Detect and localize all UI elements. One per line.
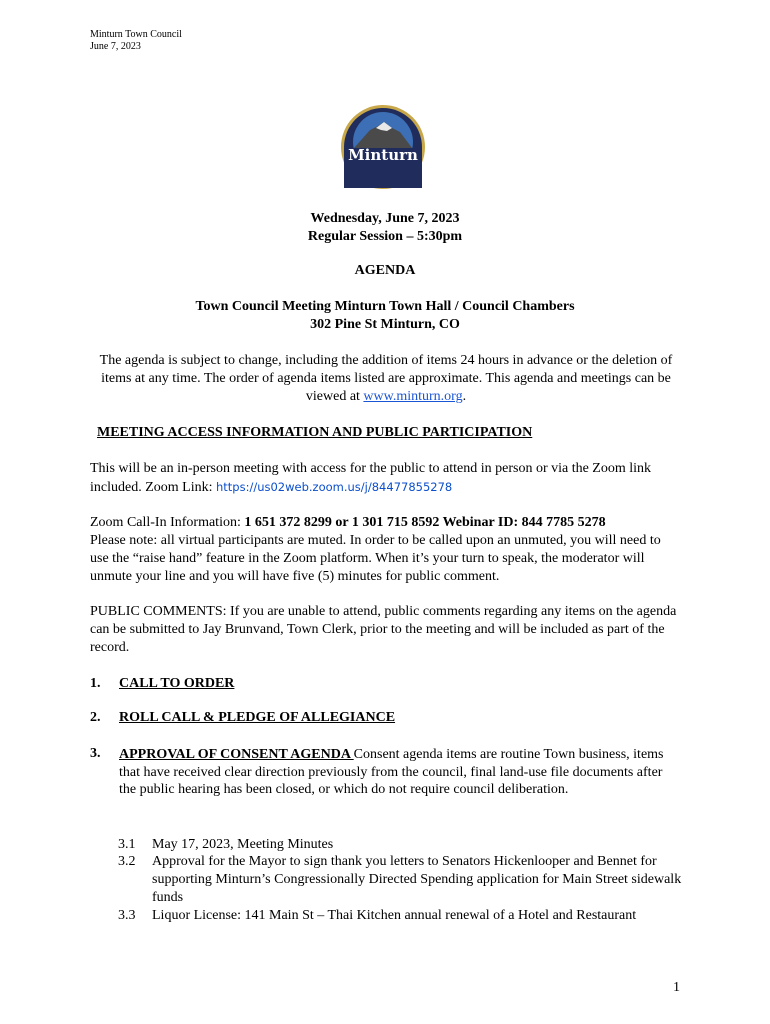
- item-description: Consent agenda items are routine Town business, items that have received clear direction previously from the council, final land-use file documents after the public hearing has been closed, or which do not require council deliberation.: [119, 747, 664, 797]
- venue-line-2: 302 Pine St Minturn, CO: [310, 317, 460, 332]
- access-heading: MEETING ACCESS INFORMATION AND PUBLIC PARTICIPATION: [97, 425, 533, 440]
- subitem-number: 3.3: [118, 908, 136, 923]
- subitem-text: Liquor License: 141 Main St – Thai Kitchen annual renewal of a Hotel and Restaurant: [152, 908, 637, 923]
- callin-paragraph: [90, 514, 682, 586]
- subitem-number: 3.2: [118, 854, 136, 869]
- website-link[interactable]: www.minturn.org: [363, 389, 463, 404]
- logo-text: Minturn: [348, 146, 418, 164]
- public-comments-paragraph: PUBLIC COMMENTS: If you are unable to attend, public comments regarding any items on the agenda can be submitted to Jay Brunvand, Town Clerk, prior to the meeting and will be included as part of the record.: [90, 604, 677, 655]
- session-time: Regular Session – 5:30pm: [307, 229, 463, 244]
- subitem-text: Approval for the Mayor to sign thank you letters to Senators Hickenlooper and Bennet for supporting Minturn’s Congressionally Directed Spending application for Main Street sidewalk funds: [152, 854, 682, 905]
- item-title: ROLL CALL & PLEDGE OF ALLEGIANCE: [119, 710, 396, 725]
- callin-numbers: 1 651 372 8299 or 1 301 715 8592 Webinar ID: 844 7785 5278: [244, 515, 606, 530]
- header-date: June 7, 2023: [90, 41, 141, 52]
- access-paragraph: [90, 460, 682, 497]
- meeting-date: Wednesday, June 7, 2023: [310, 211, 460, 226]
- item-title: CALL TO ORDER: [119, 676, 235, 691]
- header-org: Minturn Town Council: [90, 29, 182, 40]
- subitem-text: May 17, 2023, Meeting Minutes: [152, 837, 334, 852]
- zoom-link[interactable]: https://us02web.zoom.us/j/84477855278: [215, 480, 453, 494]
- venue-line-1: Town Council Meeting Minturn Town Hall / Council Chambers: [195, 299, 575, 314]
- intro-period: .: [462, 389, 467, 404]
- agenda-heading: AGENDA: [354, 263, 416, 278]
- minturn-logo: [340, 104, 426, 190]
- item-number: 1.: [90, 676, 101, 691]
- callin-label: Zoom Call-In Information:: [90, 515, 245, 530]
- item-number: 2.: [90, 710, 101, 725]
- access-text: This will be an in-person meeting with access for the public to attend in person or via the Zoom link included. Zoom Link:: [90, 461, 652, 495]
- participants-note: Please note: all virtual participants are muted. In order to be called upon an unmuted, you will need to use the “raise hand” feature in the Zoom platform. When it’s your turn to speak, the moderator will unmute your line and you will have five (5) minutes for public comment.: [90, 533, 661, 584]
- subitem-number: 3.1: [118, 837, 136, 852]
- item-title: APPROVAL OF CONSENT AGENDA: [119, 747, 354, 762]
- item-number: 3.: [90, 746, 101, 761]
- intro-text: The agenda is subject to change, including the addition of items 24 hours in advance or the deletion of items at any time. The order of agenda items listed are approximate. This agenda and meetings can be viewed at: [99, 353, 673, 404]
- document-header: [90, 29, 182, 53]
- page-number: 1: [673, 980, 680, 995]
- intro-paragraph: [90, 352, 682, 406]
